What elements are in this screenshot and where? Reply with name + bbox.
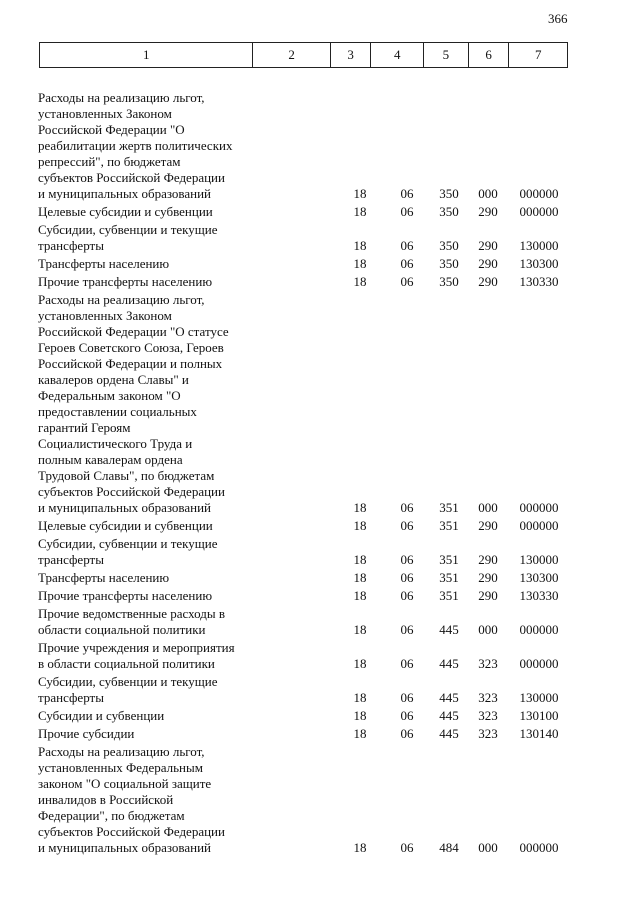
expense-description: Расходы на реализацию льгот, установленных Законом Российской Федерации "О статусе Героев Советского Союза, Героев Российской Федерации и полных кавалеров ордена Славы" и Федеральным законом "О предоставлении социальных гарантий Героям Социалистического Труда и полным кавалерам ордена Трудовой Славы", по бюджетам субъектов Российской Федерации и муниципальных образований xyxy=(38,292,229,515)
expense-type-code: 290 xyxy=(478,204,498,219)
ministry-code: 18 xyxy=(353,256,367,271)
expense-description: Субсидии, субвенции и текущие трансферты xyxy=(38,222,218,253)
section-code: 06 xyxy=(400,204,414,219)
table-row xyxy=(0,536,640,568)
economic-classification-code: 130300 xyxy=(519,256,559,271)
ministry-code: 18 xyxy=(353,588,367,603)
table-row xyxy=(0,606,640,638)
column-header: 2 xyxy=(253,43,330,67)
table-row xyxy=(0,222,640,254)
column-header-table xyxy=(39,42,568,68)
section-code: 06 xyxy=(400,588,414,603)
expense-description: Субсидии, субвенции и текущие трансферты xyxy=(38,536,218,567)
section-code: 06 xyxy=(400,238,414,253)
ministry-code: 18 xyxy=(353,690,367,705)
section-code: 06 xyxy=(400,274,414,289)
expense-type-code: 290 xyxy=(478,552,498,567)
column-header: 1 xyxy=(40,43,253,67)
target-item-code: 445 xyxy=(439,726,459,741)
expense-description: Расходы на реализацию льгот, установленных Законом Российской Федерации "О реабилитации жертв политических репрессий", по бюджетам субъектов Российской Федерации и муниципальных образований xyxy=(38,90,233,201)
economic-classification-code: 000000 xyxy=(519,840,559,855)
target-item-code: 350 xyxy=(439,238,459,253)
expense-type-code: 000 xyxy=(478,186,498,201)
ministry-code: 18 xyxy=(353,726,367,741)
economic-classification-code: 000000 xyxy=(519,204,559,219)
target-item-code: 445 xyxy=(439,708,459,723)
section-code: 06 xyxy=(400,186,414,201)
economic-classification-code: 000000 xyxy=(519,500,559,515)
economic-classification-code: 130100 xyxy=(519,708,559,723)
target-item-code: 445 xyxy=(439,656,459,671)
economic-classification-code: 130140 xyxy=(519,726,559,741)
table-row xyxy=(0,204,640,220)
page-number: 366 xyxy=(548,11,568,26)
table-row xyxy=(0,708,640,724)
table-row xyxy=(0,90,640,202)
target-item-code: 351 xyxy=(439,500,459,515)
ministry-code: 18 xyxy=(353,500,367,515)
target-item-code: 350 xyxy=(439,186,459,201)
target-item-code: 445 xyxy=(439,622,459,637)
expense-description: Субсидии и субвенции xyxy=(38,708,165,723)
target-item-code: 484 xyxy=(439,840,459,855)
economic-classification-code: 130000 xyxy=(519,238,559,253)
expense-type-code: 290 xyxy=(478,588,498,603)
section-code: 06 xyxy=(400,500,414,515)
column-header: 6 xyxy=(469,43,510,67)
economic-classification-code: 130300 xyxy=(519,570,559,585)
expense-description: Целевые субсидии и субвенции xyxy=(38,204,213,219)
target-item-code: 351 xyxy=(439,588,459,603)
budget-table-body xyxy=(0,90,640,858)
expense-description: Целевые субсидии и субвенции xyxy=(38,518,213,533)
target-item-code: 445 xyxy=(439,690,459,705)
section-code: 06 xyxy=(400,690,414,705)
section-code: 06 xyxy=(400,518,414,533)
table-row xyxy=(0,518,640,534)
expense-type-code: 000 xyxy=(478,840,498,855)
ministry-code: 18 xyxy=(353,204,367,219)
expense-type-code: 000 xyxy=(478,622,498,637)
expense-description: Субсидии, субвенции и текущие трансферты xyxy=(38,674,218,705)
expense-description: Прочие трансферты населению xyxy=(38,588,213,603)
table-row xyxy=(0,588,640,604)
expense-description: Трансферты населению xyxy=(38,570,170,585)
table-row xyxy=(0,274,640,290)
table-row xyxy=(0,726,640,742)
ministry-code: 18 xyxy=(353,274,367,289)
ministry-code: 18 xyxy=(353,238,367,253)
economic-classification-code: 130330 xyxy=(519,274,559,289)
section-code: 06 xyxy=(400,622,414,637)
expense-type-code: 000 xyxy=(478,500,498,515)
economic-classification-code: 000000 xyxy=(519,622,559,637)
expense-type-code: 290 xyxy=(478,274,498,289)
target-item-code: 350 xyxy=(439,256,459,271)
economic-classification-code: 130000 xyxy=(519,690,559,705)
target-item-code: 350 xyxy=(439,274,459,289)
section-code: 06 xyxy=(400,256,414,271)
ministry-code: 18 xyxy=(353,186,367,201)
expense-type-code: 290 xyxy=(478,570,498,585)
target-item-code: 350 xyxy=(439,204,459,219)
economic-classification-code: 000000 xyxy=(519,518,559,533)
expense-type-code: 323 xyxy=(478,708,498,723)
ministry-code: 18 xyxy=(353,518,367,533)
ministry-code: 18 xyxy=(353,552,367,567)
ministry-code: 18 xyxy=(353,708,367,723)
table-row xyxy=(0,570,640,586)
expense-type-code: 290 xyxy=(478,256,498,271)
expense-description: Трансферты населению xyxy=(38,256,170,271)
target-item-code: 351 xyxy=(439,552,459,567)
ministry-code: 18 xyxy=(353,570,367,585)
column-header: 5 xyxy=(424,43,469,67)
target-item-code: 351 xyxy=(439,518,459,533)
ministry-code: 18 xyxy=(353,622,367,637)
table-row xyxy=(0,744,640,856)
economic-classification-code: 130330 xyxy=(519,588,559,603)
table-row xyxy=(0,640,640,672)
table-row xyxy=(0,256,640,272)
section-code: 06 xyxy=(400,726,414,741)
section-code: 06 xyxy=(400,708,414,723)
expense-type-code: 323 xyxy=(478,656,498,671)
expense-type-code: 323 xyxy=(478,726,498,741)
section-code: 06 xyxy=(400,570,414,585)
expense-description: Прочие ведомственные расходы в области социальной политики xyxy=(38,606,226,637)
target-item-code: 351 xyxy=(439,570,459,585)
column-header: 4 xyxy=(371,43,424,67)
table-row xyxy=(0,674,640,706)
expense-description: Прочие трансферты населению xyxy=(38,274,213,289)
ministry-code: 18 xyxy=(353,840,367,855)
column-header: 3 xyxy=(331,43,372,67)
economic-classification-code: 130000 xyxy=(519,552,559,567)
section-code: 06 xyxy=(400,552,414,567)
expense-description: Прочие субсидии xyxy=(38,726,135,741)
expense-type-code: 323 xyxy=(478,690,498,705)
economic-classification-code: 000000 xyxy=(519,186,559,201)
section-code: 06 xyxy=(400,840,414,855)
expense-description: Расходы на реализацию льгот, установленных Федеральным законом "О социальной защите инвалидов в Российской Федерации", по бюджетам субъектов Российской Федерации и муниципальных образований xyxy=(38,744,225,855)
column-header: 7 xyxy=(534,47,542,62)
table-row xyxy=(0,292,640,516)
economic-classification-code: 000000 xyxy=(519,656,559,671)
section-code: 06 xyxy=(400,656,414,671)
expense-type-code: 290 xyxy=(478,518,498,533)
ministry-code: 18 xyxy=(353,656,367,671)
expense-description: Прочие учреждения и мероприятия в области социальной политики xyxy=(38,640,235,671)
expense-type-code: 290 xyxy=(478,238,498,253)
